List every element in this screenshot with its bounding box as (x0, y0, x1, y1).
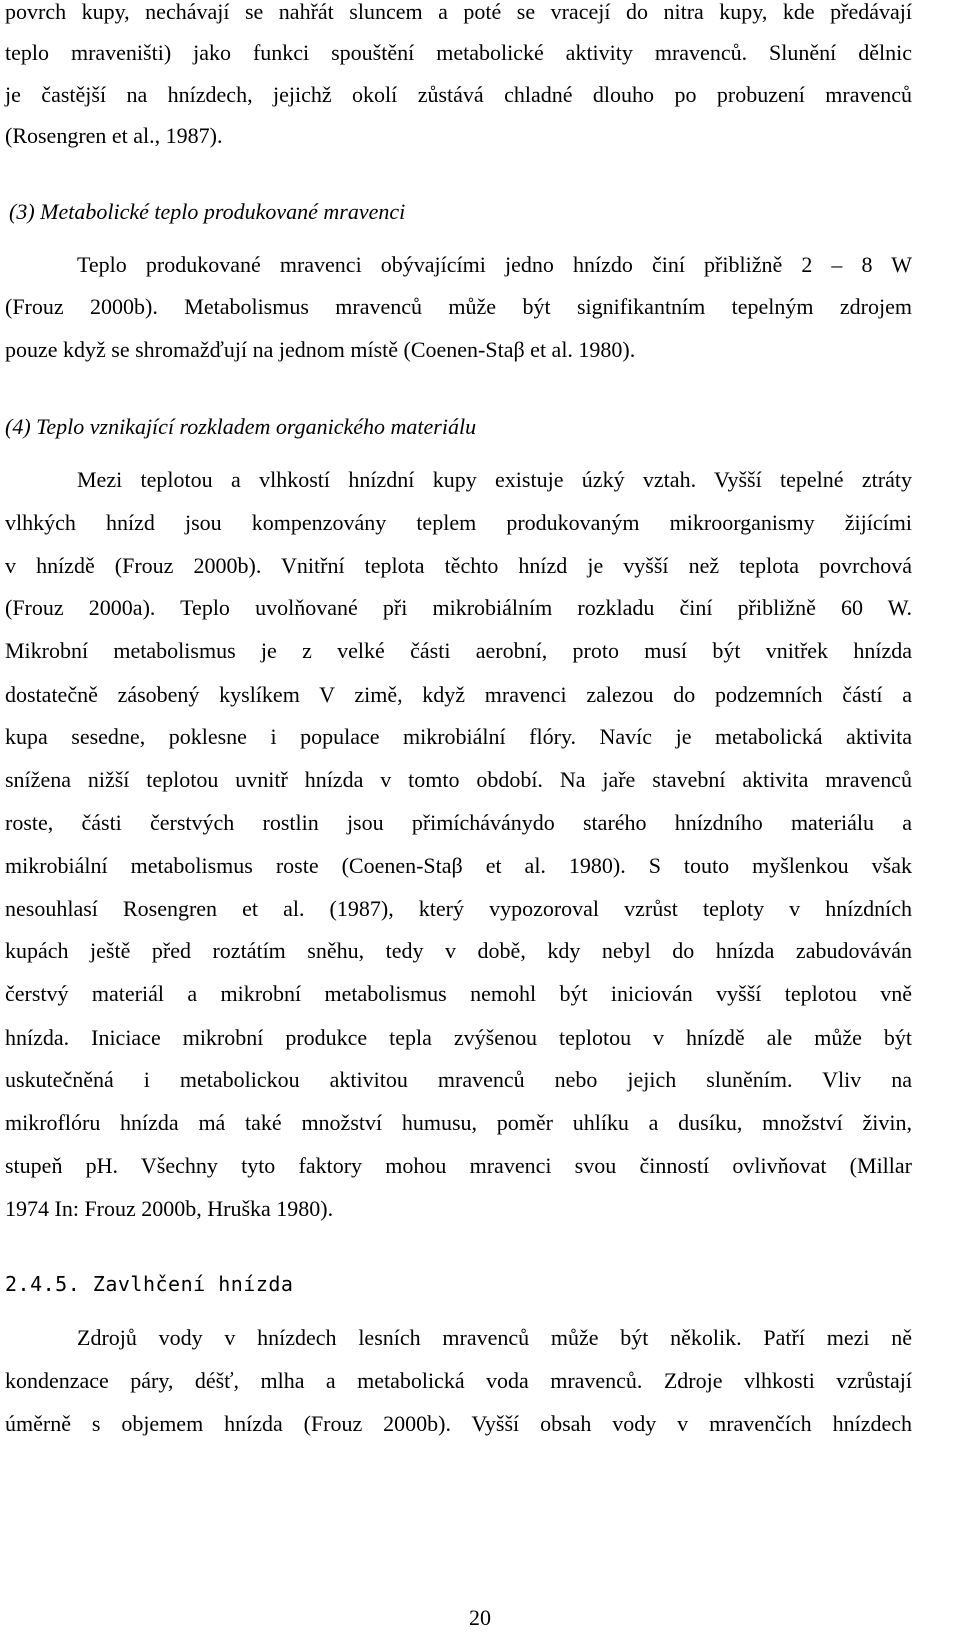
subheading-decomposition-heat: (4) Teplo vznikající rozkladem organického materiálu (5, 414, 477, 439)
text-line: Mikrobní metabolismus je z velké části aerobní, proto musí být vnitřek hnízda (5, 638, 912, 663)
text-line: čerstvý materiál a mikrobní metabolismus nemohl být iniciován vyšší teplotou vně (5, 981, 912, 1006)
subheading-metabolic-heat: (3) Metabolické teplo produkované mravenci (9, 199, 406, 224)
text-line: Zdrojů vody v hnízdech lesních mravenců může být několik. Patří mezi ně (77, 1325, 912, 1350)
text-line: stupeň pH. Všechny tyto faktory mohou mravenci svou činností ovlivňovat (Millar (5, 1153, 912, 1178)
text-line: dostatečně zásobený kyslíkem V zimě, když mravenci zalezou do podzemních částí a (5, 682, 912, 707)
text-line: hnízda. Iniciace mikrobní produkce tepla zvýšenou teplotou v hnízdě ale může být (5, 1025, 912, 1050)
text-line: vlhkých hnízd jsou kompenzovány teplem produkovaným mikroorganismy žijícími (5, 510, 912, 535)
section-heading-nest-humidity: 2.4.5. Zavlhčení hnízda (5, 1272, 294, 1296)
text-line: teplo mraveništi) jako funkci spouštění metabolické aktivity mravenců. Slunění dělnic (5, 40, 912, 65)
text-line: snížena nižší teplotou uvnitř hnízda v tomto období. Na jaře stavební aktivita mravenců (5, 767, 912, 792)
text-line: (Frouz 2000b). Metabolismus mravenců může být signifikantním tepelným zdrojem (5, 294, 912, 319)
text-line: kondenzace páry, déšť, mlha a metabolická voda mravenců. Zdroje vlhkosti vzrůstají (5, 1368, 912, 1393)
text-line: roste, části čerstvých rostlin jsou přimícháványdo starého hnízdního materiálu a (5, 810, 912, 835)
text-line: mikrobiální metabolismus roste (Coenen-Staβ et al. 1980). S touto myšlenkou však (5, 853, 912, 878)
text-line: nesouhlasí Rosengren et al. (1987), který vypozoroval vzrůst teploty v hnízdních (5, 896, 912, 921)
text-line: (Rosengren et al., 1987). (5, 123, 223, 148)
text-line: uskutečněná i metabolickou aktivitou mravenců nebo jejich sluněním. Vliv na (5, 1067, 912, 1092)
text-line: mikroflóru hnízda má také množství humusu, poměr uhlíku a dusíku, množství živin, (5, 1110, 912, 1135)
page-number: 20 (469, 1605, 491, 1630)
text-line: v hnízdě (Frouz 2000b). Vnitřní teplota těchto hnízd je vyšší než teplota povrchová (5, 553, 912, 578)
text-line: 1974 In: Frouz 2000b, Hruška 1980). (5, 1196, 334, 1221)
text-line: Mezi teplotou a vlhkostí hnízdní kupy existuje úzký vztah. Vyšší tepelné ztráty (77, 467, 912, 492)
text-line: kupách ještě před roztátím sněhu, tedy v době, kdy nebyl do hnízda zabudováván (5, 938, 912, 963)
text-line: je častější na hnízdech, jejichž okolí zůstává chladné dlouho po probuzení mravenců (5, 82, 912, 107)
text-line: úměrně s objemem hnízda (Frouz 2000b). Vyšší obsah vody v mravenčích hnízdech (5, 1411, 912, 1436)
text-line: povrch kupy, nechávají se nahřát sluncem a poté se vracejí do nitra kupy, kde předávají (5, 0, 912, 24)
text-line: pouze když se shromažďují na jednom místě (Coenen-Staβ et al. 1980). (5, 337, 636, 362)
text-line: Teplo produkované mravenci obývajícími jedno hnízdo činí přibližně 2 – 8 W (77, 252, 912, 277)
text-line: kupa sesedne, poklesne i populace mikrobiální flóry. Navíc je metabolická aktivita (5, 724, 912, 749)
text-line: (Frouz 2000a). Teplo uvolňované při mikrobiálním rozkladu činí přibližně 60 W. (5, 595, 912, 620)
